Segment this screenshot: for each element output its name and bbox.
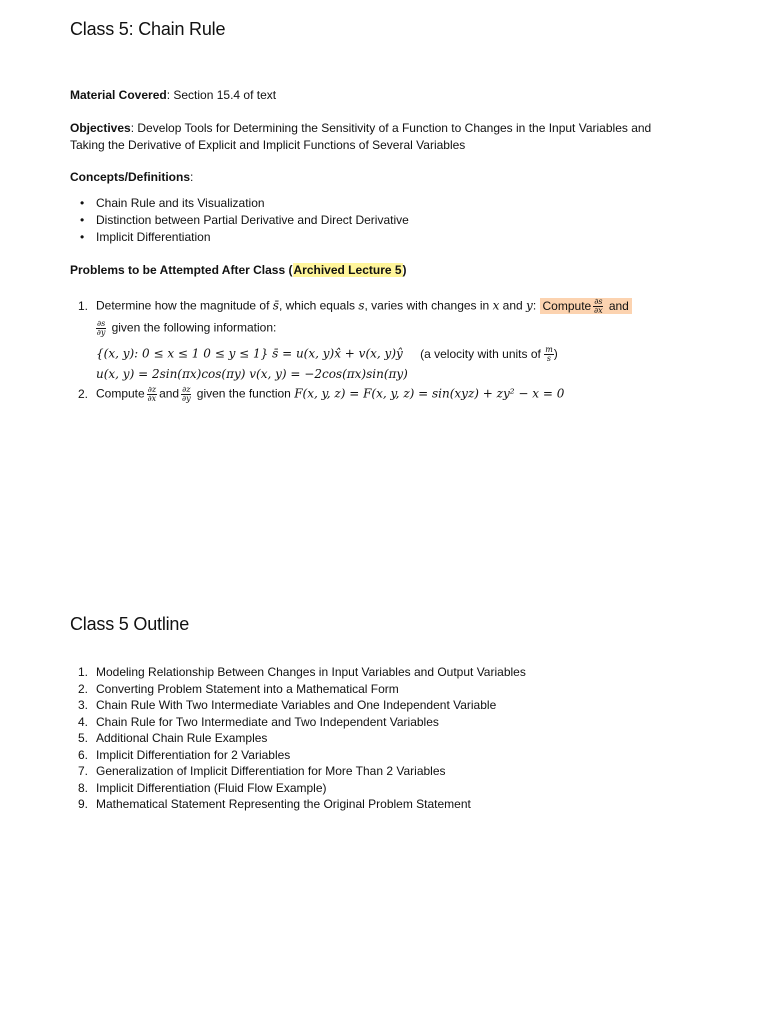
compute-label: Compute xyxy=(542,298,592,313)
problem-1-number: 1. xyxy=(78,298,89,313)
dz-dy-fraction xyxy=(181,386,191,403)
fraction-denominator: ∂x xyxy=(147,394,157,403)
concepts-list xyxy=(78,195,409,246)
problem-2-number: 2. xyxy=(78,386,89,401)
outline-number: 4. xyxy=(78,714,89,729)
paren-close: ) xyxy=(402,263,407,277)
concepts-heading xyxy=(70,170,193,184)
fraction-numerator: ∂z xyxy=(182,385,191,394)
outline-text: Modeling Relationship Between Changes in Input Variables and Output Variables xyxy=(96,665,526,679)
fraction-numerator: ∂s xyxy=(97,319,106,328)
problem-1-line-1 xyxy=(78,298,632,315)
outline-item xyxy=(78,714,526,731)
objectives-label: Objectives xyxy=(70,121,131,135)
problems-heading xyxy=(70,263,407,277)
outline-number: 8. xyxy=(78,780,89,795)
problem-2-line xyxy=(78,386,564,403)
problem-1-text: , which equals xyxy=(278,298,359,313)
compute-label: Compute xyxy=(96,386,145,401)
velocity-text: (a velocity with units of xyxy=(420,346,545,361)
outline-item xyxy=(78,796,526,813)
outline-text: Chain Rule With Two Intermediate Variables and One Independent Variable xyxy=(96,698,497,712)
outline-item xyxy=(78,697,526,714)
problem-1-line-2 xyxy=(96,320,276,337)
compute-highlight xyxy=(540,298,632,314)
problem-1-text: Determine how the magnitude of xyxy=(96,298,273,313)
outline-number: 3. xyxy=(78,698,89,712)
concept-item: • Chain Rule and its Visualization xyxy=(78,195,409,212)
outline-item xyxy=(78,780,526,797)
material-text: : Section 15.4 of text xyxy=(166,88,277,102)
outline-number: 2. xyxy=(78,681,89,696)
problem-1-uv-line xyxy=(96,367,408,381)
outline-text: Additional Chain Rule Examples xyxy=(96,731,268,745)
outline-text: Converting Problem Statement into a Mathematical Form xyxy=(96,681,399,696)
concept-item: • Implicit Differentiation xyxy=(78,229,409,246)
m-per-s-fraction xyxy=(544,346,554,363)
concepts-label: Concepts/Definitions xyxy=(70,170,191,184)
page-title: Class 5: Chain Rule xyxy=(70,19,226,39)
y-symbol: y xyxy=(526,298,533,313)
fraction-denominator: s xyxy=(546,354,552,363)
outline-number: 6. xyxy=(78,747,89,762)
uv-equation: u(x, y) = 2sin(πx)cos(πy) v(x, y) = −2cos(πx)sin(πy) xyxy=(96,367,408,381)
problem-1-text: and xyxy=(499,298,527,313)
ds-dy-fraction xyxy=(96,320,106,337)
given-text: given the function xyxy=(193,386,295,401)
fraction-denominator: ∂x xyxy=(594,306,603,315)
function-equation: F(x, y, z) = F(x, y, z) = sin(xyz) + zy² − x = 0 xyxy=(294,386,565,401)
outline-item xyxy=(78,664,526,681)
domain-equation: {(x, y): 0 ≤ x ≤ 1 0 ≤ y ≤ 1} s̄ = u(x, y)x̂ + v(x, y)ŷ xyxy=(96,346,403,361)
outline-number: 7. xyxy=(78,764,89,778)
outline-item xyxy=(78,763,526,780)
outline-number: 1. xyxy=(78,665,89,679)
outline-text: Generalization of Implicit Differentiation for More Than 2 Variables xyxy=(96,764,446,778)
outline-number: 9. xyxy=(78,797,89,811)
fraction-numerator: ∂z xyxy=(147,385,157,394)
problems-heading-text: Problems to be Attempted After Class xyxy=(70,263,286,277)
objectives-line-2: Taking the Derivative of Explicit and Implicit Functions of Several Variables xyxy=(70,138,466,152)
objectives-text-1: : Develop Tools for Determining the Sensitivity of a Function to Changes in the Input Variables and xyxy=(130,121,652,135)
outline-text: Implicit Differentiation for 2 Variables xyxy=(96,747,291,762)
material-label: Material Covered xyxy=(70,88,167,102)
outline-list xyxy=(78,664,526,813)
fraction-denominator: ∂y xyxy=(96,328,106,337)
archived-lecture-link[interactable]: Archived Lecture 5 xyxy=(293,263,402,277)
velocity-close: ) xyxy=(553,346,558,361)
fraction-numerator: m xyxy=(545,345,553,354)
problem-1-text: , varies with changes in xyxy=(364,298,493,313)
and-label: and xyxy=(608,298,629,313)
problem-1-domain-line xyxy=(96,346,558,363)
outline-text: Implicit Differentiation (Fluid Flow Example) xyxy=(96,780,327,795)
and-label: and xyxy=(159,386,180,401)
s-bar-symbol: s̄ xyxy=(272,298,279,313)
fraction-denominator: ∂y xyxy=(181,394,191,403)
outline-text: Mathematical Statement Representing the Original Problem Statement xyxy=(96,797,471,811)
outline-title: Class 5 Outline xyxy=(70,614,190,634)
s-symbol: s xyxy=(358,298,365,313)
outline-item xyxy=(78,681,526,698)
material-covered xyxy=(70,88,276,102)
outline-item xyxy=(78,730,526,747)
fraction-numerator: ∂s xyxy=(594,297,603,306)
outline-number: 5. xyxy=(78,731,89,745)
outline-item xyxy=(78,747,526,764)
problem-1-text: : xyxy=(532,298,537,313)
concept-item: • Distinction between Partial Derivative and Direct Derivative xyxy=(78,212,409,229)
ds-dx-fraction xyxy=(593,298,603,315)
objectives-line-1 xyxy=(70,121,651,135)
concepts-colon: : xyxy=(190,170,194,184)
dz-dx-fraction xyxy=(147,386,157,403)
given-text: given the following information: xyxy=(108,320,277,335)
x-symbol: x xyxy=(492,298,500,313)
paren-open: ( xyxy=(288,263,293,277)
outline-text: Chain Rule for Two Intermediate and Two Independent Variables xyxy=(96,714,439,729)
